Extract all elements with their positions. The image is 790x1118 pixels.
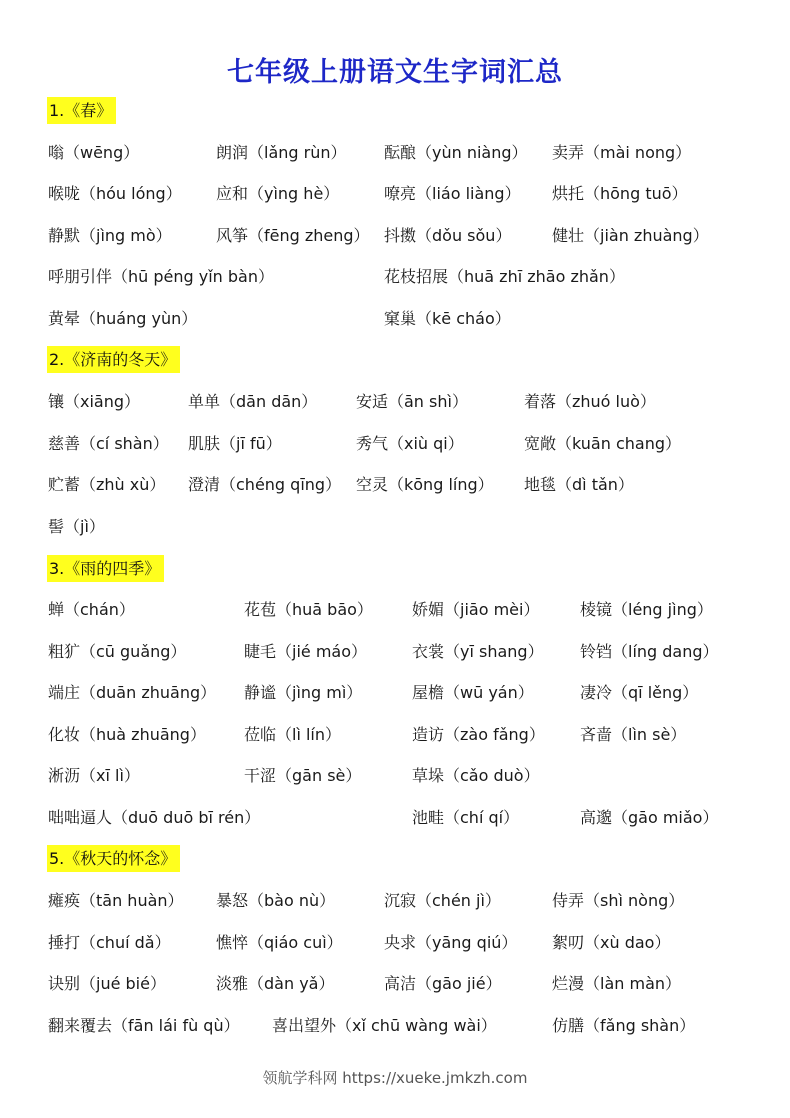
vocab-row [0,140,790,166]
vocab-entry: 翻来覆去（fān lái fù qù） [48,1016,240,1035]
vocab-entry: 棱镜（léng jìng） [580,600,713,619]
vocab-entry: 朗润（lǎng rùn） [216,143,347,162]
vocab-entry: 安适（ān shì） [356,392,468,411]
vocab-entry: 衣裳（yī shang） [412,642,544,661]
vocab-entry: 捶打（chuí dǎ） [48,933,171,952]
vocab-row [0,639,790,665]
vocab-entry: 烘托（hōng tuō） [552,184,688,203]
section-heading: 1.《春》 [47,97,116,124]
vocab-entry: 娇媚（jiāo mèi） [412,600,540,619]
vocab-entry: 吝啬（lìn sè） [580,725,687,744]
vocab-entry: 嘹亮（liáo liàng） [384,184,521,203]
vocab-entry: 睫毛（jié máo） [244,642,368,661]
vocab-entry: 风筝（fēng zheng） [216,226,370,245]
vocab-entry: 憔悴（qiáo cuì） [216,933,343,952]
vocab-entry: 侍弄（shì nòng） [552,891,685,910]
vocab-row [0,763,790,789]
vocab-entry: 仿膳（fǎng shàn） [552,1016,696,1035]
vocab-entry: 慈善（cí shàn） [48,434,169,453]
section-heading: 3.《雨的四季》 [47,555,164,582]
vocab-entry: 空灵（kōng líng） [356,475,494,494]
vocab-entry: 干涩（gān sè） [244,766,362,785]
vocab-row [0,971,790,997]
vocab-entry: 铃铛（líng dang） [580,642,719,661]
vocab-row [0,472,790,498]
vocab-entry: 央求（yāng qiú） [384,933,518,952]
vocab-entry: 澄清（chéng qīng） [188,475,342,494]
vocab-row [0,680,790,706]
vocab-entry: 喉咙（hóu lóng） [48,184,182,203]
vocab-entry: 造访（zào fǎng） [412,725,545,744]
vocab-entry: 暴怒（bào nù） [216,891,336,910]
vocab-entry: 凄冷（qī lěng） [580,683,699,702]
vocab-entry: 单单（dān dān） [188,392,318,411]
vocab-row [0,888,790,914]
vocab-entry: 静默（jìng mò） [48,226,172,245]
vocab-row [0,1013,790,1039]
vocab-row [0,181,790,207]
vocab-entry: 絮叨（xù dao） [552,933,671,952]
vocab-entry: 镶（xiāng） [48,392,141,411]
vocab-row [0,930,790,956]
vocab-entry: 草垛（cǎo duò） [412,766,540,785]
vocab-entry: 喜出望外（xǐ chū wàng wài） [272,1016,497,1035]
vocab-entry: 着落（zhuó luò） [524,392,656,411]
vocab-entry: 呼朋引伴（hū péng yǐn bàn） [48,267,274,286]
vocab-entry: 贮蓄（zhù xù） [48,475,166,494]
vocab-entry: 宽敞（kuān chang） [524,434,681,453]
vocab-entry: 窠巢（kē cháo） [384,309,511,328]
vocab-entry: 黄晕（huáng yùn） [48,309,198,328]
vocab-entry: 烂漫（làn màn） [552,974,682,993]
vocab-entry: 抖擞（dǒu sǒu） [384,226,512,245]
vocab-row [0,389,790,415]
vocab-entry: 屋檐（wū yán） [412,683,534,702]
vocab-entry: 地毯（dì tǎn） [524,475,634,494]
vocab-entry: 酝酿（yùn niàng） [384,143,528,162]
vocab-row [0,805,790,831]
vocab-row [0,514,790,540]
vocab-entry: 咄咄逼人（duō duō bī rén） [48,808,261,827]
vocab-entry: 嗡（wēng） [48,143,140,162]
section-heading: 2.《济南的冬天》 [47,346,180,373]
vocab-entry: 髻（jì） [48,517,105,536]
vocab-entry: 瘫痪（tān huàn） [48,891,184,910]
vocab-entry: 应和（yìng hè） [216,184,340,203]
vocab-entry: 花苞（huā bāo） [244,600,373,619]
vocab-entry: 秀气（xiù qi） [356,434,464,453]
vocab-entry: 肌肤（jī fū） [188,434,282,453]
vocab-row [0,223,790,249]
vocab-entry: 端庄（duān zhuāng） [48,683,217,702]
section-heading: 5.《秋天的怀念》 [47,845,180,872]
vocab-entry: 蝉（chán） [48,600,135,619]
vocab-entry: 淅沥（xī lì） [48,766,140,785]
vocab-row [0,722,790,748]
vocab-row [0,597,790,623]
vocab-entry: 卖弄（mài nong） [552,143,692,162]
vocab-entry: 高洁（gāo jié） [384,974,502,993]
vocab-row [0,306,790,332]
vocab-entry: 沉寂（chén jì） [384,891,501,910]
vocab-entry: 池畦（chí qí） [412,808,520,827]
vocab-entry: 粗犷（cū guǎng） [48,642,187,661]
vocab-entry: 化妆（huà zhuāng） [48,725,206,744]
vocab-entry: 健壮（jiàn zhuàng） [552,226,709,245]
vocab-row [0,264,790,290]
vocab-entry: 淡雅（dàn yǎ） [216,974,335,993]
vocab-entry: 莅临（lì lín） [244,725,342,744]
footer-watermark: 领航学科网 https://xueke.jmkzh.com [262,1069,528,1087]
vocab-entry: 高邈（gāo miǎo） [580,808,719,827]
vocab-entry: 静谧（jìng mì） [244,683,363,702]
page-title: 七年级上册语文生字词汇总 [227,57,563,88]
vocab-row [0,431,790,457]
vocab-entry: 花枝招展（huā zhī zhāo zhǎn） [384,267,625,286]
vocab-entry: 诀别（jué bié） [48,974,166,993]
